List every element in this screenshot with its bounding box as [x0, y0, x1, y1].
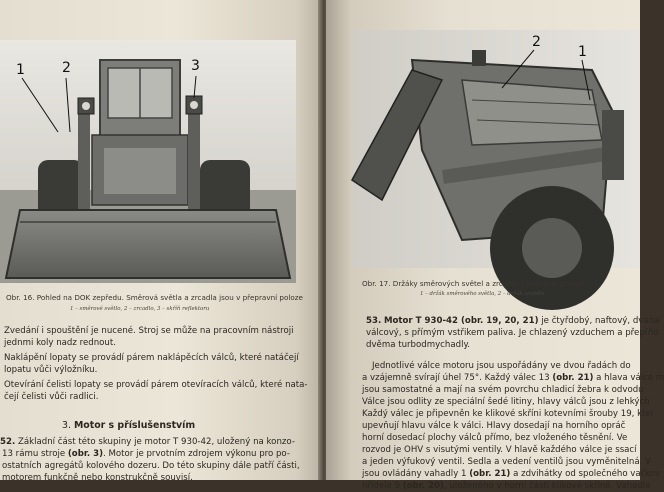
figure-16-legend: 1 – směrové světlo, 2 – zrcadlo, 3 – skříň reflektoru — [70, 306, 210, 312]
text-run: a hlava válce m — [593, 373, 664, 383]
body-line — [362, 421, 625, 432]
text-run: a zdvihátky od společného vačkov — [510, 469, 661, 479]
callout-2: 2 — [532, 34, 541, 50]
text-run-bold: (obr. 20) — [402, 481, 444, 491]
dozer-front-illustration — [0, 40, 296, 283]
text-run: motorem funkčně nebo konstrukčně souvisí. — [2, 473, 193, 483]
paragraph-53-line — [366, 340, 470, 351]
paragraph-line: čejí čelisti vůči radlici. — [4, 392, 99, 402]
text-run: jsou samostatné a mají na svém povrchu chladicí žebra k odvodu — [362, 385, 644, 395]
text-run-bold: (obr. 21) — [469, 469, 511, 479]
text-run: je čtyřdobý, naftový, dvana — [538, 316, 660, 326]
text-run: Válce jsou odlity ze speciální šedé litiny, hlavy válců jsou z lehkých — [362, 397, 650, 407]
paragraph-52-line — [2, 473, 193, 484]
text-run: upevňují hlavu válce k válci. Hlavy dosedají na horního opráč — [362, 421, 626, 431]
body-line — [372, 361, 631, 372]
paragraph-number: 53. — [366, 316, 382, 326]
body-line — [362, 397, 650, 408]
paragraph-line: Naklápění lopaty se provádí párem naklápěcích válců, které natáčejí — [4, 353, 299, 363]
section-heading — [62, 420, 195, 431]
paragraph-line: lopatu vůči výložníku. — [4, 365, 98, 375]
text-run: Každý válec je připevněn ke klikové skříni kotevními šrouby 19, ktei — [362, 409, 654, 419]
figure-16-caption: Obr. 16. Pohled na DOK zepředu. Směrová světla a zrcadla jsou v přepravní poloze — [6, 293, 303, 302]
body-line — [362, 385, 644, 396]
text-run: rozvod je OHV s visutými ventily. V hlavě každého válce je ssací — [362, 445, 637, 455]
figure-17-photo — [352, 30, 640, 268]
paragraph-line: jednmi koly nadz rednout. — [4, 338, 116, 348]
text-run: a jeden výfukový ventil. Sedla a vedení ventilů jsou vyměnitelná. V — [362, 457, 651, 467]
text-run: ostatních agregátů kolového dozeru. Do této skupiny dále patří části, — [2, 461, 300, 471]
paragraph-line: Zvedání i spouštění je nucené. Stroj se může na pracovním nástroji — [4, 326, 294, 336]
body-line — [362, 433, 627, 444]
callout-3: 3 — [191, 58, 200, 74]
callout-1: 1 — [578, 44, 587, 60]
figure-17-caption: Obr. 17. Držáky směrových světel a zrcadla v pracovní poloze — [362, 279, 584, 288]
body-line — [362, 445, 637, 456]
section-title: Motor s příslušenstvím — [73, 420, 196, 431]
body-line — [362, 373, 664, 384]
left-page — [0, 0, 322, 483]
text-run-bold: (obr. 19, 20, 21) — [460, 316, 539, 326]
dozer-side-illustration — [352, 30, 640, 268]
body-line — [362, 469, 660, 480]
text-run: . Motor je prvotním zdrojem výkonu pro po- — [103, 449, 290, 459]
body-line — [362, 409, 653, 420]
callout-2: 2 — [62, 60, 71, 76]
text-run: , uloženého v horní části klikové skříně. Vahadla — [443, 481, 651, 491]
figure-16-photo — [0, 40, 296, 283]
body-line — [362, 457, 651, 468]
section-number: 3. — [62, 420, 71, 431]
text-run: hřídele 9 — [362, 481, 403, 491]
paragraph-52-line — [2, 449, 290, 460]
paragraph-line: Otevírání čelisti lopaty se provádí párem otevíracích válců, které nata- — [4, 380, 308, 390]
text-run: horní dosedací plochy válců přímo, bez vloženého těsnění. Ve — [362, 433, 628, 443]
text-run: dvěma turbodmychadly. — [366, 340, 471, 350]
paragraph-53-line — [366, 316, 659, 327]
text-run: Základní část této skupiny je motor T 930-42, uložený na konzo- — [17, 437, 295, 447]
figure-17-legend: 1 – držák směrového světla, 2 – držák zrcadla — [420, 291, 545, 297]
text-run-bold: (obr. 3) — [67, 449, 104, 459]
text-run: Jednotlivé válce motoru jsou uspořádány ve dvou řadách do — [372, 361, 631, 371]
callout-1: 1 — [16, 62, 25, 78]
paragraph-number: 52. — [0, 437, 16, 447]
text-run-bold: Motor T 930-42 — [383, 316, 461, 326]
paragraph-53-line — [366, 328, 659, 339]
text-run: válcový, s přímým vstřikem paliva. Je chlazený vzduchem a přepľňo — [366, 328, 659, 338]
text-run-bold: (obr. 21) — [552, 373, 594, 383]
text-run: jsou ovládány vahadly 1 — [362, 469, 470, 479]
text-run: a vzájemně svírají úhel 75°. Každý válec 13 — [362, 373, 553, 383]
text-run: 13 rámu stroje — [2, 449, 68, 459]
body-line — [362, 481, 650, 492]
paragraph-52-line — [0, 437, 295, 448]
paragraph-52-line — [2, 461, 300, 472]
